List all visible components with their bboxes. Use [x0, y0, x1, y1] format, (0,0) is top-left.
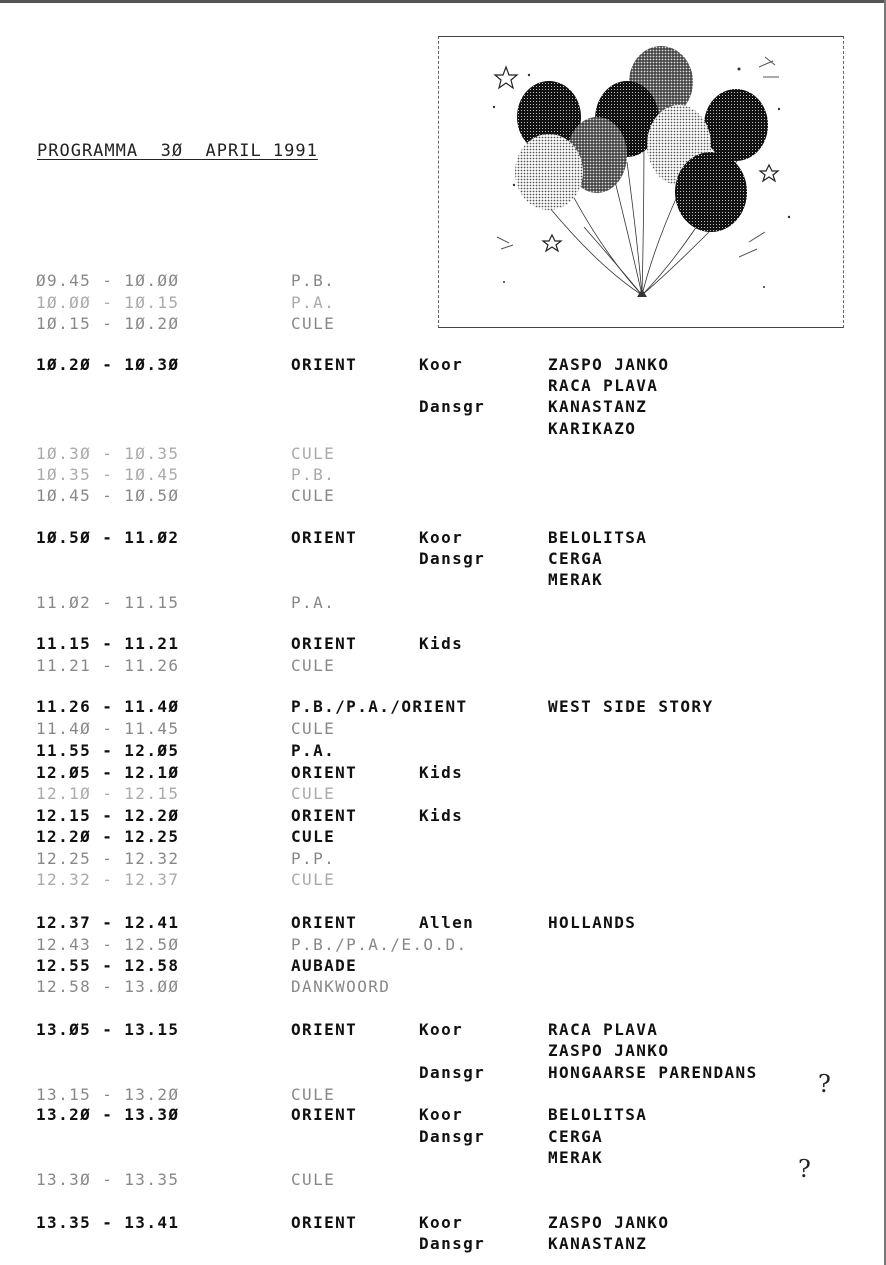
time-cell: 12.58 - 13.ØØ: [36, 977, 180, 996]
group-cell: ORIENT: [291, 763, 358, 782]
item-cell: WEST SIDE STORY: [548, 697, 714, 716]
group-cell: AUBADE: [291, 956, 358, 975]
time-cell: 12.55 - 12.58: [36, 956, 180, 975]
handwritten-question-mark: ?: [798, 1155, 811, 1183]
schedule-row: [0, 293, 886, 314]
type-cell: Koor: [419, 355, 464, 374]
schedule-row: [0, 355, 886, 376]
schedule-row: [0, 1148, 886, 1169]
type-cell: Allen: [419, 913, 475, 932]
group-cell: CULE: [291, 870, 336, 889]
schedule-row: [0, 634, 886, 655]
group-cell: CULE: [291, 314, 336, 333]
schedule-row: [0, 827, 886, 848]
time-cell: 13.3Ø - 13.35: [36, 1170, 180, 1189]
time-cell: 11.26 - 11.4Ø: [36, 697, 180, 716]
schedule-row: [0, 1041, 886, 1062]
group-cell: P.B.: [291, 465, 336, 484]
schedule-row: [0, 1213, 886, 1234]
schedule-row: [0, 741, 886, 762]
time-cell: 12.32 - 12.37: [36, 870, 180, 889]
item-cell: HOLLANDS: [548, 913, 637, 932]
item-cell: BELOLITSA: [548, 528, 648, 547]
group-cell: P.P.: [291, 849, 336, 868]
type-cell: Kids: [419, 763, 464, 782]
item-cell: CERGA: [548, 1127, 604, 1146]
time-cell: 12.37 - 12.41: [36, 913, 180, 932]
group-cell: ORIENT: [291, 1020, 358, 1039]
type-cell: Dansgr: [419, 549, 486, 568]
time-cell: 1Ø.35 - 1Ø.45: [36, 465, 180, 484]
schedule-row: [0, 656, 886, 677]
schedule-row: [0, 956, 886, 977]
time-cell: 1Ø.3Ø - 1Ø.35: [36, 444, 180, 463]
item-cell: ZASPO JANKO: [548, 355, 670, 374]
schedule-row: [0, 570, 886, 591]
schedule-row: [0, 849, 886, 870]
time-cell: 12.25 - 12.32: [36, 849, 180, 868]
time-cell: 11.21 - 11.26: [36, 656, 180, 675]
item-cell: KANASTANZ: [548, 1234, 648, 1253]
time-cell: 11.4Ø - 11.45: [36, 719, 180, 738]
schedule-row: [0, 465, 886, 486]
time-cell: 1Ø.2Ø - 1Ø.3Ø: [36, 355, 180, 374]
type-cell: Dansgr: [419, 397, 486, 416]
group-cell: P.B.: [291, 271, 336, 290]
group-cell: CULE: [291, 1170, 336, 1189]
schedule-row: [0, 806, 886, 827]
group-cell: CULE: [291, 719, 336, 738]
schedule-row: [0, 376, 886, 397]
time-cell: 12.43 - 12.5Ø: [36, 935, 180, 954]
item-cell: HONGAARSE PARENDANS: [548, 1063, 758, 1082]
time-cell: 1Ø.45 - 1Ø.5Ø: [36, 486, 180, 505]
time-cell: 11.Ø2 - 11.15: [36, 593, 180, 612]
schedule-row: [0, 1063, 886, 1084]
time-cell: 11.55 - 12.Ø5: [36, 741, 180, 760]
page-title: PROGRAMMA 3Ø APRIL 1991: [37, 141, 318, 161]
schedule-row: [0, 935, 886, 956]
item-cell: RACA PLAVA: [548, 376, 659, 395]
schedule-row: [0, 1020, 886, 1041]
type-cell: Koor: [419, 528, 464, 547]
item-cell: ZASPO JANKO: [548, 1041, 670, 1060]
group-cell: CULE: [291, 444, 336, 463]
type-cell: Kids: [419, 634, 464, 653]
type-cell: Koor: [419, 1020, 464, 1039]
schedule-row: [0, 1127, 886, 1148]
item-cell: BELOLITSA: [548, 1105, 648, 1124]
time-cell: 1Ø.15 - 1Ø.2Ø: [36, 314, 180, 333]
group-cell: P.A.: [291, 593, 336, 612]
time-cell: 13.2Ø - 13.3Ø: [36, 1105, 180, 1124]
time-cell: 12.15 - 12.2Ø: [36, 806, 180, 825]
type-cell: Dansgr: [419, 1063, 486, 1082]
schedule-row: [0, 1085, 886, 1106]
time-cell: Ø9.45 - 1Ø.ØØ: [36, 271, 180, 290]
item-cell: RACA PLAVA: [548, 1020, 659, 1039]
group-cell: CULE: [291, 827, 336, 846]
schedule-row: [0, 763, 886, 784]
schedule-row: [0, 1105, 886, 1126]
group-cell: ORIENT: [291, 1105, 358, 1124]
time-cell: 12.2Ø - 12.25: [36, 827, 180, 846]
item-cell: KANASTANZ: [548, 397, 648, 416]
group-cell: P.A.: [291, 741, 336, 760]
schedule-row: [0, 719, 886, 740]
group-cell: P.B./P.A./E.O.D.: [291, 935, 468, 954]
time-cell: 12.1Ø - 12.15: [36, 784, 180, 803]
schedule-row: [0, 1234, 886, 1255]
schedule-row: [0, 1170, 886, 1191]
schedule-row: [0, 486, 886, 507]
item-cell: ZASPO JANKO: [548, 1213, 670, 1232]
item-cell: MERAK: [548, 1148, 604, 1167]
time-cell: 1Ø.ØØ - 1Ø.15: [36, 293, 180, 312]
schedule-row: [0, 784, 886, 805]
group-cell: DANKWOORD: [291, 977, 391, 996]
schedule-row: [0, 549, 886, 570]
type-cell: Koor: [419, 1213, 464, 1232]
group-cell: P.A.: [291, 293, 336, 312]
group-cell: ORIENT: [291, 1213, 358, 1232]
group-cell: ORIENT: [291, 913, 358, 932]
group-cell: CULE: [291, 784, 336, 803]
item-cell: MERAK: [548, 570, 604, 589]
item-cell: CERGA: [548, 549, 604, 568]
group-cell: CULE: [291, 656, 336, 675]
schedule-row: [0, 397, 886, 418]
group-cell: CULE: [291, 1085, 336, 1104]
group-cell: ORIENT: [291, 528, 358, 547]
item-cell: KARIKAZO: [548, 419, 637, 438]
time-cell: 1Ø.5Ø - 11.Ø2: [36, 528, 180, 547]
schedule-row: [0, 870, 886, 891]
schedule-row: [0, 593, 886, 614]
schedule-row: [0, 271, 886, 292]
group-cell: CULE: [291, 486, 336, 505]
top-edge-line: [0, 0, 886, 3]
type-cell: Kids: [419, 806, 464, 825]
schedule-row: [0, 697, 886, 718]
type-cell: Dansgr: [419, 1234, 486, 1253]
time-cell: 11.15 - 11.21: [36, 634, 180, 653]
group-cell: ORIENT: [291, 806, 358, 825]
schedule-row: [0, 528, 886, 549]
time-cell: 13.15 - 13.2Ø: [36, 1085, 180, 1104]
time-cell: 13.35 - 13.41: [36, 1213, 180, 1232]
schedule-row: [0, 444, 886, 465]
schedule-row: [0, 977, 886, 998]
type-cell: Koor: [419, 1105, 464, 1124]
schedule-row: [0, 314, 886, 335]
schedule-row: [0, 913, 886, 934]
group-cell: ORIENT: [291, 634, 358, 653]
group-cell: P.B./P.A./ORIENT: [291, 697, 468, 716]
handwritten-question-mark: ?: [818, 1070, 831, 1098]
schedule-row: [0, 419, 886, 440]
group-cell: ORIENT: [291, 355, 358, 374]
time-cell: 12.Ø5 - 12.1Ø: [36, 763, 180, 782]
type-cell: Dansgr: [419, 1127, 486, 1146]
time-cell: 13.Ø5 - 13.15: [36, 1020, 180, 1039]
